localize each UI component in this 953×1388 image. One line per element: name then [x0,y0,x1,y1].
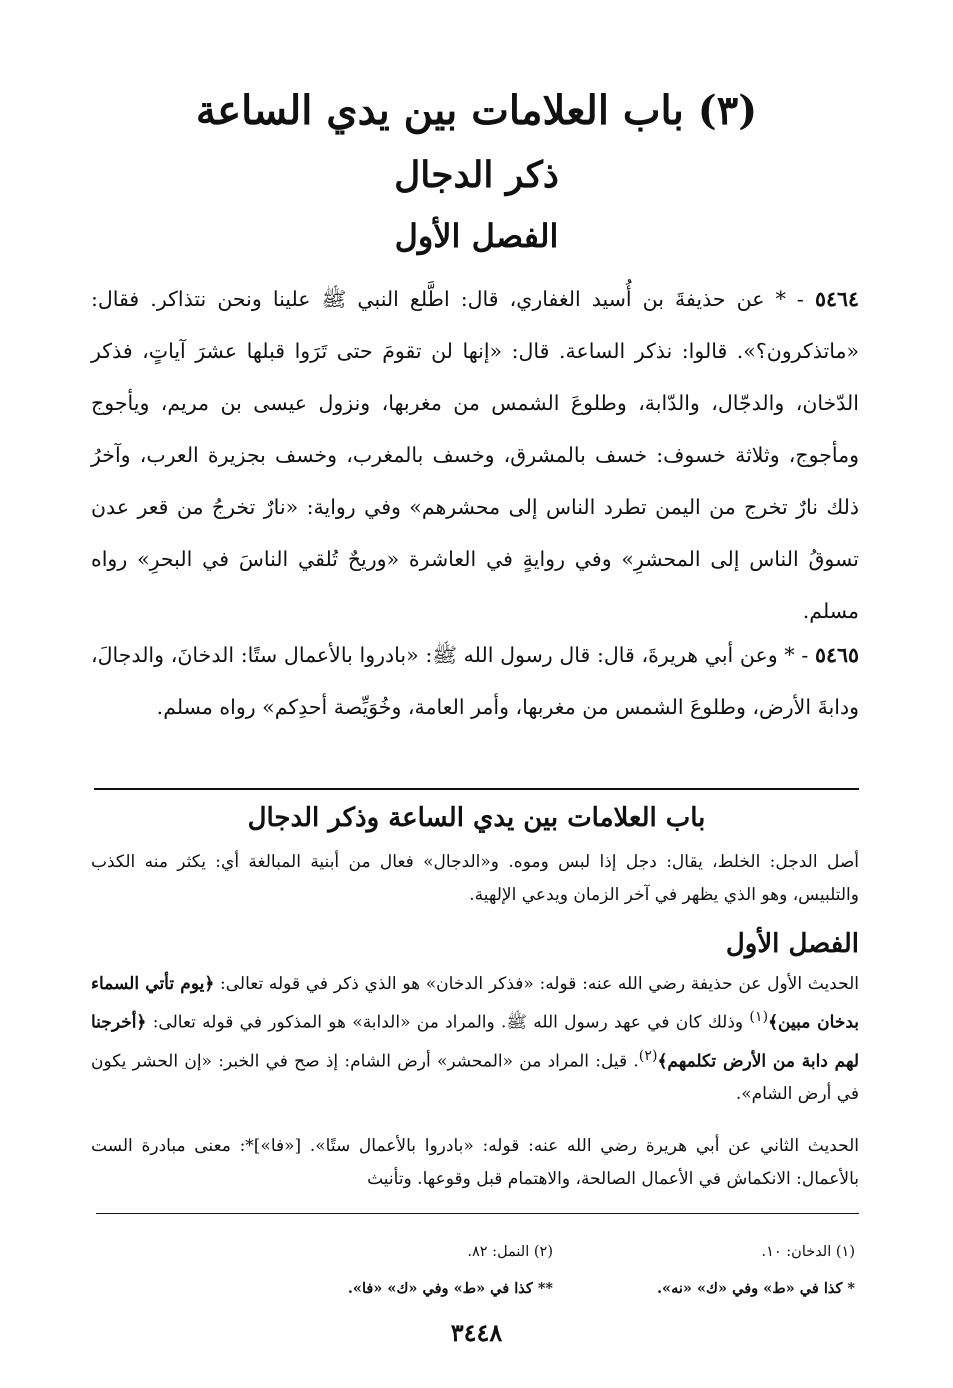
page-number: ٣٤٤٨ [450,1318,503,1347]
quran-verse: ﴿يوم تأتي السماء بدخان مبين﴾ [91,974,859,1033]
footnote-double-star: ** كذا في «ط» وفي «ك» «فا». [347,1280,553,1297]
quran-verse: ﴿أخرجنا لهم دابة من الأرض تكلمهم﴾ [91,1012,859,1072]
hadith-5465 [91,629,859,733]
chapter-subtitle: ذكر الدجال [394,154,559,196]
commentary-divider [94,788,859,790]
commentary-intro: أصل الدجل: الخلط، يقال: دجل إذا لبس وموه. و«الدجال» فعال من أبنية المبالغة أي: يكثر منه الكذب والتلبيس، وهو الذي يظهر في آخر الزمان ويدعي الإلهية. [91,852,859,905]
section-heading: الفصل الأول [394,217,559,255]
hadith-number: ٥٤٦٥ [814,643,859,667]
commentary-section-heading: الفصل الأول [725,929,859,959]
commentary-title: باب العلامات بين يدي الساعة وذكر الدجال [247,803,706,833]
hadith-text: - * وعن أبي هريرةَ، قال: قال رسول الله ﷺ: «بادروا بالأعمال ستًا: الدخانَ، والدجالَ، ودابةَ الأرض، وطلوعَ الشمس من مغربها، وأمر العامة، وخُوَيِّصة أحدِكم» رواه مسلم. [91,643,859,719]
commentary-hadith-1 [91,968,859,1111]
chapter-title: (٣) باب العلامات بين يدي الساعة [195,87,758,134]
footnote-2: (٢) النمل: ٨٢. [467,1244,553,1260]
commentary-text: وذلك كان في عهد رسول الله ﷺ. والمراد من «الدابة» هو المذكور في قوله تعالى: [146,1012,750,1033]
commentary-text: . قيل: المراد من «المحشر» أرض الشام: إذ صح في الخبر: «إن الحشر يكون في أرض الشام». [91,1051,859,1105]
commentary-text: الحديث الأول عن حذيفة رضي الله عنه: قوله: «فذكر الدخان» هو الذي ذكر في قوله تعالى: [214,974,859,994]
footnote-ref: (١) [749,1009,769,1025]
footnote-star: * كذا في «ط» وفي «ك» «نه». [656,1280,855,1297]
footnote-divider [96,1213,859,1214]
commentary-hadith-2: الحديث الثاني عن أبي هريرة رضي الله عنه: قوله: «بادروا بالأعمال ستًا». [«فا»]*: معنى مبادرة الست بالأعمال: الانكماش في الأعمال الصالحة، والاهتمام قبل وقوعها. وتأنيث [91,1136,859,1189]
hadith-5464 [91,273,859,637]
footnote-ref: (٢) [638,1047,658,1064]
footnote-1: (١) الدخان: ١٠. [761,1244,855,1260]
hadith-number: ٥٤٦٤ [814,287,859,311]
hadith-text: - * عن حذيفةَ بن أُسيد الغفاري، قال: اطَّلع النبي ﷺ علينا ونحن نتذاكر. فقال: «ماتذكرون؟». قالوا: نذكر الساعة. قال: «إنها لن تقومَ حتى تَرَوا قبلها عشرَ آياتٍ، فذكر الدّخان، والدجّال، والدّابة، وطلوعَ الشمس من مغربها، ونزول عيسى بن مريم، ويأجوج ومأجوج، وثلاثة خسوف: خسف بالمشرق، وخسف بالمغرب، وخسف بجزيرة العرب، وآخرُ ذلك نارٌ تخرج من اليمن تطرد الناس إلى محشرهم» وفي رواية: «نارٌ تخرجُ من قعر عدن تسوقُ الناس إلى المحشرِ» وفي روايةٍ في العاشرة «وريحٌ تُلقي الناسَ في البحرِ» رواه مسلم. [91,287,859,623]
